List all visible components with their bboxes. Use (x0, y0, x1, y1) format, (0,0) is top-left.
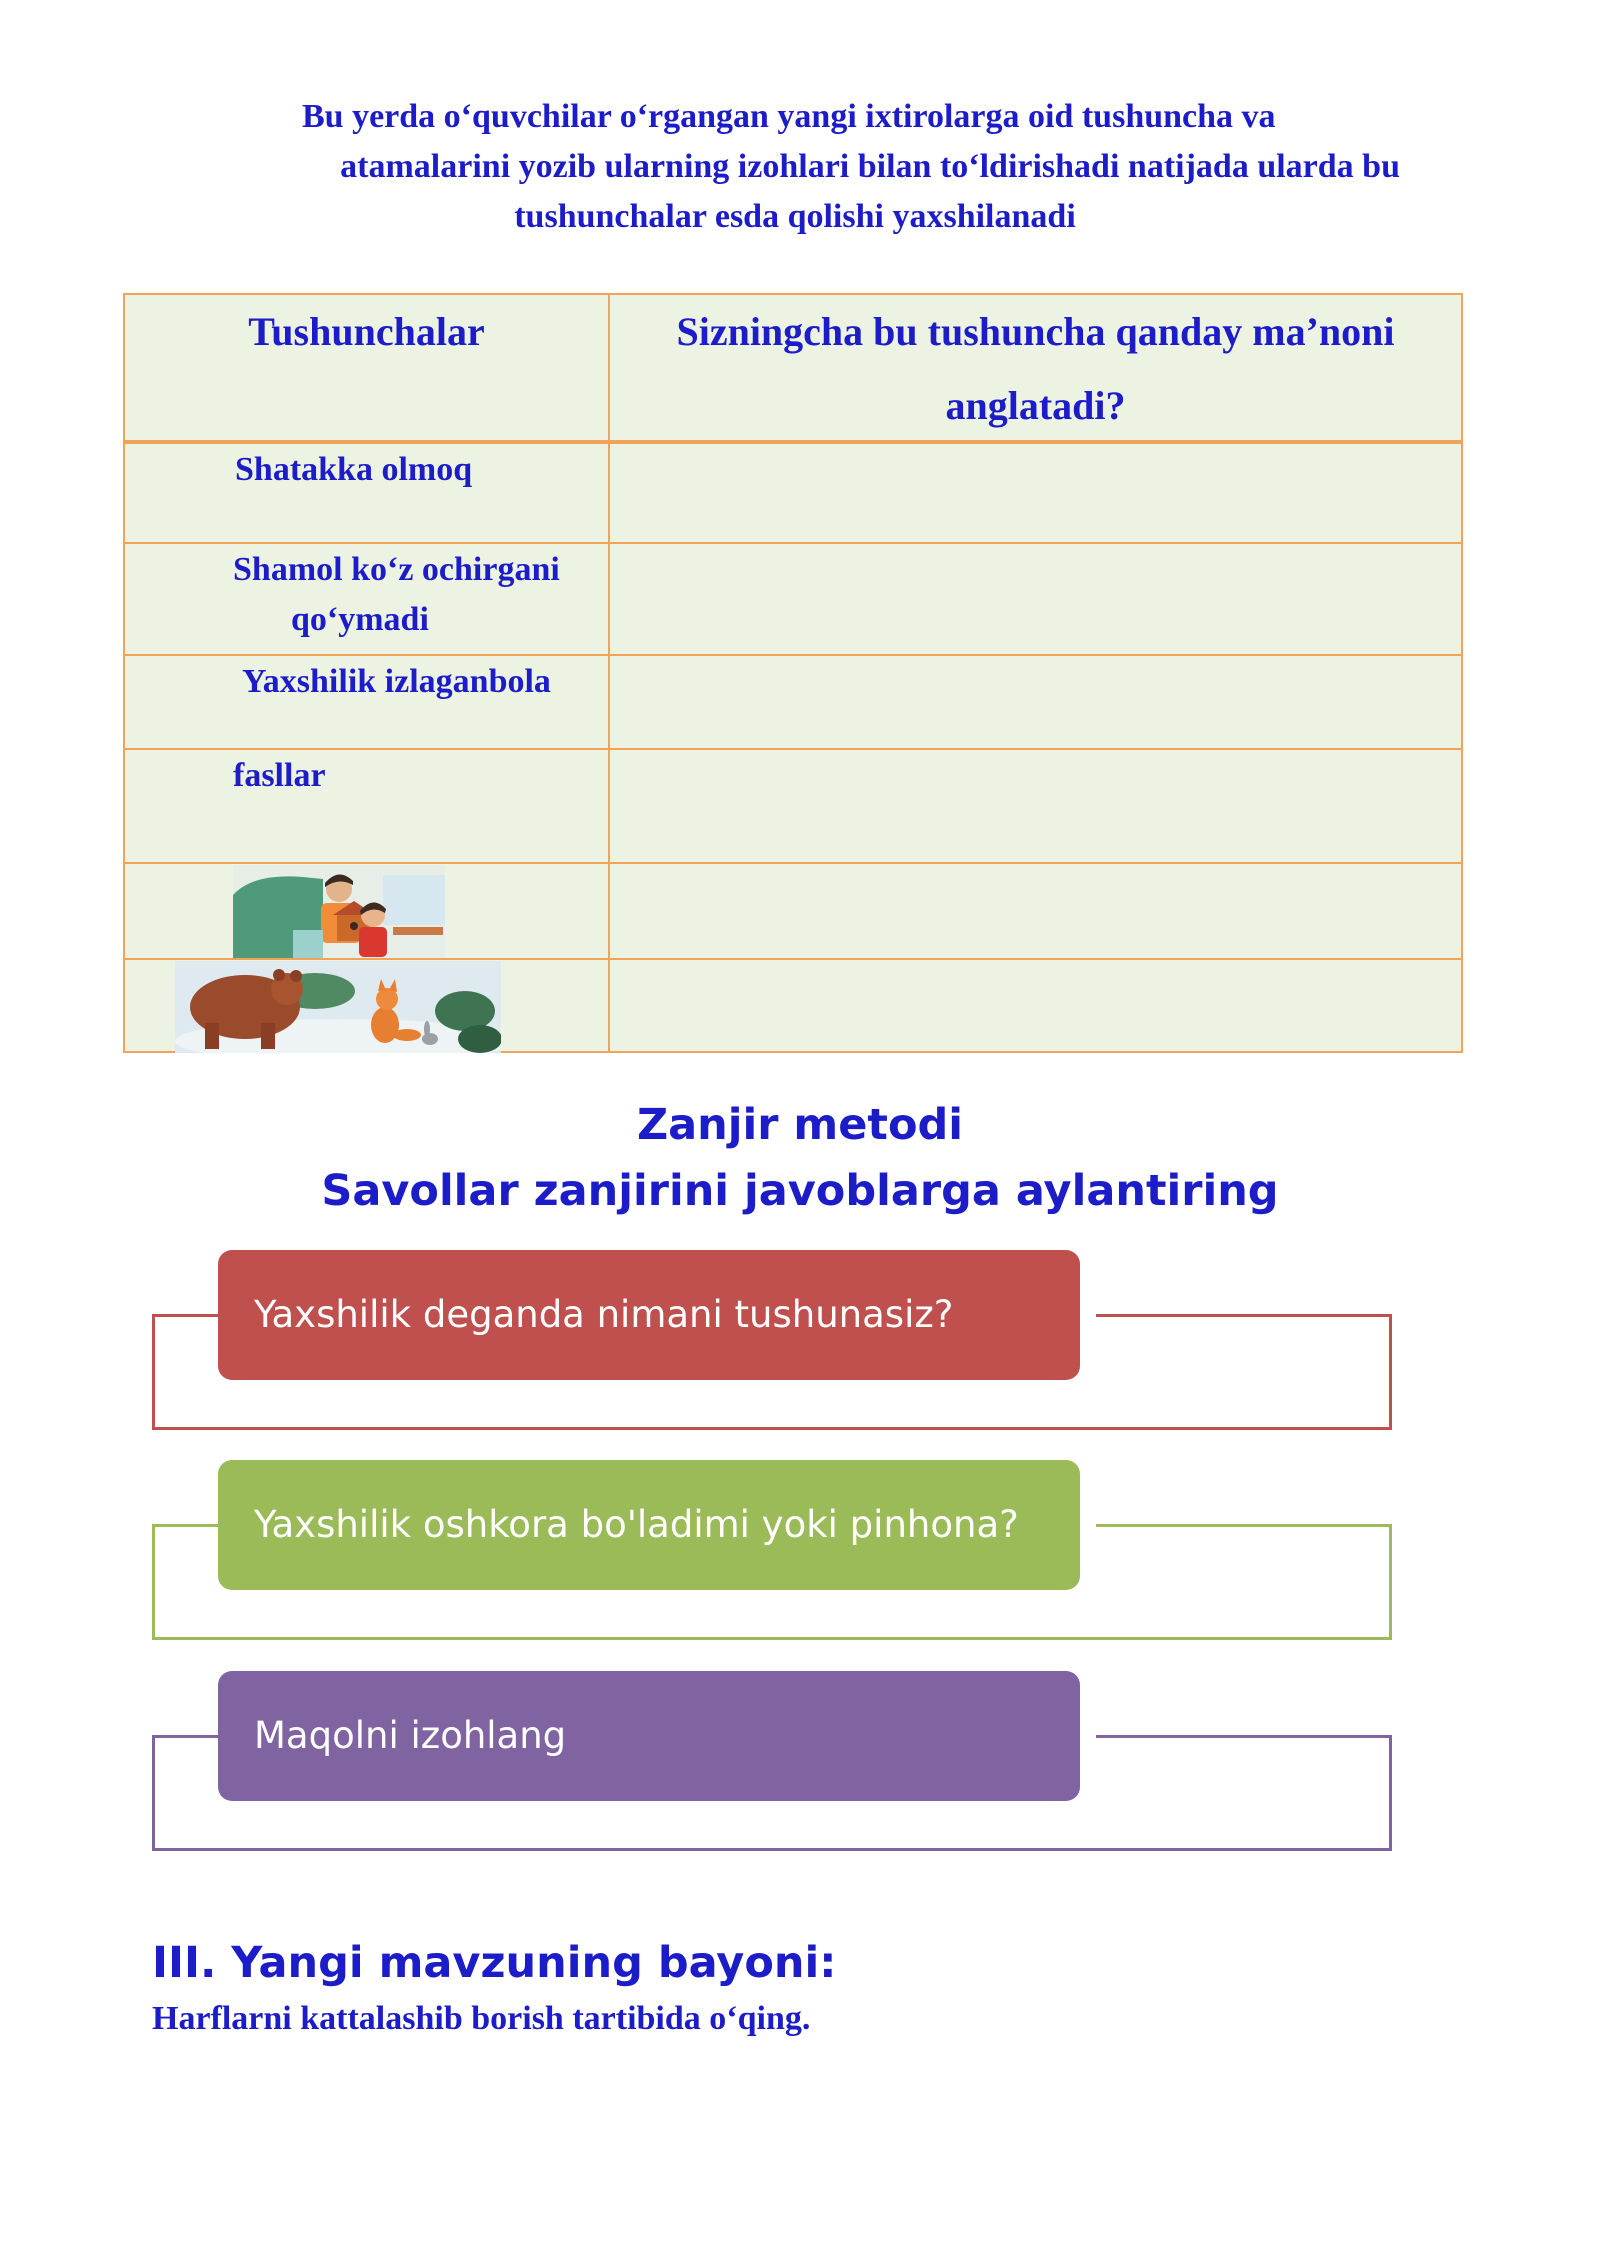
chain-question-2: Yaxshilik oshkora bo'ladimi yoki pinhona? (218, 1460, 1080, 1590)
chain-connector (1096, 1735, 1392, 1738)
row-divider (125, 862, 1461, 864)
family-illustration (233, 865, 445, 958)
intro-paragraph (190, 92, 1400, 242)
chain-connector (1096, 1524, 1392, 1527)
column-header-concepts: Tushunchalar (248, 309, 485, 354)
row-divider (125, 654, 1461, 656)
bear-fox-illustration-svg (175, 961, 501, 1053)
row-divider (125, 542, 1461, 544)
concept-cell: Shatakka olmoq (235, 451, 473, 488)
intro-line-2: atamalarini yozib ularning izohlari bilan to‘ldirishadi natijada ularda bu (340, 148, 1400, 185)
section-subtitle: Harflarni kattalashib borish tartibida o‘qing. (152, 2000, 811, 2037)
column-header-meaning (610, 295, 1461, 443)
bear-fox-illustration (175, 961, 501, 1053)
chain-connector (152, 1735, 218, 1738)
chain-connector (1096, 1314, 1392, 1317)
chain-method-subtitle: Savollar zanjirini javoblarga aylantiring (321, 1166, 1279, 1216)
row-divider (125, 748, 1461, 750)
concept-cell: fasllar (233, 757, 326, 794)
chain-connector (152, 1314, 218, 1317)
section-title: III. Yangi mavzuning bayoni: (152, 1938, 837, 1988)
column-header-meaning-line-1: Sizningcha bu tushuncha qanday ma’noni (676, 309, 1395, 354)
column-header-meaning-line-2: anglatadi? (945, 383, 1126, 428)
intro-line-3: tushunchalar esda qolishi yaxshilanadi (514, 198, 1076, 235)
family-illustration-svg (233, 865, 445, 958)
concept-cell-line-2: qo‘ymadi (291, 601, 429, 638)
chain-method-title: Zanjir metodi (636, 1100, 964, 1150)
chain-question-1: Yaxshilik deganda nimani tushunasiz? (218, 1250, 1080, 1380)
intro-line-1: Bu yerda o‘quvchilar o‘rgangan yangi ixtirolarga oid tushuncha va (302, 98, 1276, 135)
concept-cell-line-1: Shamol ko‘z ochirgani (233, 551, 560, 588)
concept-cell (233, 545, 560, 645)
row-divider (125, 958, 1461, 960)
chain-question-3: Maqolni izohlang (218, 1671, 1080, 1801)
chain-connector (152, 1524, 218, 1527)
concept-cell: Yaxshilik izlaganbola (242, 663, 551, 700)
concepts-table (123, 293, 1463, 1053)
